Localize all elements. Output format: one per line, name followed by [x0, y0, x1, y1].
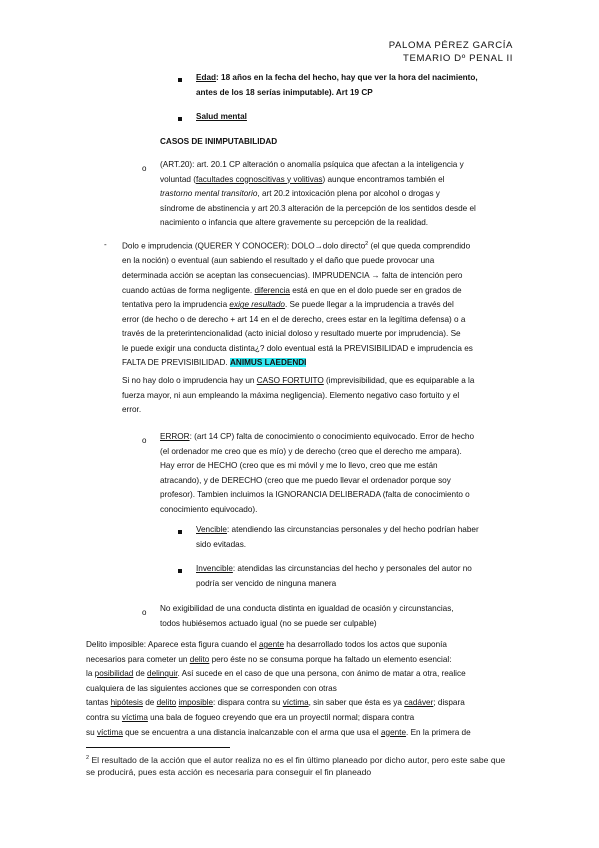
art20-line-3b: , art 20.2 intoxicación plena por alcohol o drogas y	[257, 189, 440, 199]
error-line-4: atracando), y de DERECHO (creo que me puedo llevar el ordenador porque soy	[160, 475, 451, 485]
invencible-line-2: podría ser vencido de ninguna manera	[196, 578, 337, 588]
imposible-line-2b: pero éste no se consuma porque ha faltado un elemento esencial:	[209, 654, 452, 664]
imposible-line-1a: Delito imposible: Aparece esta figura cuando el	[86, 640, 259, 649]
casos-title: CASOS DE INIMPUTABILIDAD	[160, 137, 278, 146]
edad-label: Edad	[196, 73, 217, 82]
imposible-line-3a: la	[86, 669, 95, 679]
dolo-line-7: través de la preterintencionalidad (acto inicial doloso y resultado muerte por imprudencia). Se	[122, 329, 461, 339]
delinquir-link: delinquir	[147, 669, 178, 679]
error-line-1b: : (art 14 CP) falta de conocimiento o conocimiento equivocado. Error de hecho	[189, 432, 475, 441]
error-label: ERROR	[160, 432, 190, 441]
dash-bullet-icon: -	[104, 240, 107, 249]
footnote-ref: 2	[365, 241, 369, 247]
imposible-line-5f: ; dispara	[433, 698, 465, 708]
art20-line-2b: ) aunque encontramos también el	[322, 174, 445, 184]
footnote-number: 2	[86, 755, 90, 761]
hipotesis-link: hipótesis	[110, 698, 143, 708]
dolo-line-8: le puede exigir una conducta distinta¿? dolo eventual está la PREVISIBILIDAD e imprudencia es	[122, 343, 473, 353]
edad-line-1: : 18 años en la fecha del hecho, hay que ver la hora del nacimiento,	[216, 73, 478, 82]
error-line-2: (el ordenador me creo que es mío) y de derecho (creo que el derecho me ampara).	[160, 446, 462, 456]
error-line-5: profesor). Tambien incluimos la IGNORANCIA DELIBERADA (falta de conocimiento o	[160, 490, 470, 500]
art20-trastorno: trastorno mental transitorio	[160, 189, 258, 199]
posibilidad-link: posibilidad	[94, 669, 134, 679]
victima-link: víctima	[282, 698, 309, 708]
dolo-line-9a: FALTA DE PREVISIBILIDAD.	[122, 358, 230, 368]
invencible-paragraph	[196, 562, 518, 591]
page-header	[389, 39, 513, 65]
cadaver-link: cadáver	[404, 698, 434, 708]
imposible-line-5a: tantas	[86, 698, 111, 708]
edad-line-2: antes de los 18 serías inimputable). Art 19 CP	[196, 87, 373, 97]
imposible-line-1b: ha desarrollado todos los actos que suponía	[284, 640, 447, 649]
imposible-line-5b: de	[142, 698, 157, 708]
vencible-paragraph	[196, 523, 518, 552]
footnote-text: El resultado de la acción que el autor realiza no es el fin último planeado por dicho autor, pero este sabe que se producirá, pues esta acción es necesaria para conseguir el fin planeado	[86, 754, 506, 778]
error-paragraph	[160, 430, 518, 518]
fortuito-line-1b: (imprevisibilidad, que es equiparable a la	[323, 376, 475, 385]
dolo-line-1a: Dolo e imprudencia (QUERER Y CONOCER): DOLO→dolo directo	[122, 241, 366, 251]
invencible-label: Invencible	[196, 564, 233, 573]
square-bullet-icon	[178, 569, 182, 573]
fortuito-line-2: fuerza mayor, ni aun empleando la máxima negligencia). Elemento negativo caso fortuito y el	[122, 390, 460, 400]
dolo-line-5b: . Se puede llegar a la imprudencia a través del	[284, 300, 454, 310]
salud-paragraph	[196, 110, 247, 125]
dolo-line-6: error (de hecho o de derecho + art 14 en el de derecho, crees estar en la legítima defensa) o a	[122, 314, 466, 324]
square-bullet-icon	[178, 530, 182, 534]
agente-link: agente	[258, 640, 284, 649]
dolo-diferencia: diferencia	[254, 285, 290, 295]
salud-label: Salud mental	[196, 112, 247, 121]
imposible-line-6a: contra su	[86, 712, 122, 722]
agente-link: agente	[380, 727, 407, 737]
dolo-line-4b: está en que en el dolo puede ser en grados de	[289, 285, 462, 295]
victima-link: víctima	[96, 727, 123, 737]
imposible-line-6b: una bala de fogueo creyendo que era un proyectil normal; dispara contra	[147, 712, 415, 722]
invencible-line-1b: : atendidas las circunstancias del hecho y personales del autor no	[232, 564, 472, 573]
animus-laedendi-highlight: ANIMUS LAEDENDI	[230, 358, 307, 368]
imposible-line-2a: necesarios para cometer un	[86, 654, 190, 664]
art20-facultades: facultades cognoscitivas y volitivas	[195, 174, 323, 184]
art20-line-2a: voluntad (	[160, 174, 196, 184]
circle-bullet-icon: o	[142, 164, 147, 173]
edad-paragraph	[196, 71, 516, 100]
header-subject: TEMARIO Dº PENAL II	[403, 53, 513, 64]
dolo-line-4a: cuando actúas de forma negligente.	[122, 285, 255, 295]
error-line-6: conocimiento equivocado).	[160, 504, 258, 514]
dolo-paragraph	[122, 237, 518, 371]
fortuito-line-3: error.	[122, 405, 142, 415]
dolo-exige-resultado: exige resultado	[229, 300, 285, 310]
imposible-line-5e: , sin saber que ésta es ya	[308, 698, 405, 708]
dolo-line-1b: (el que queda comprendido	[368, 241, 471, 251]
square-bullet-icon	[178, 78, 182, 82]
delito-link: delito	[156, 698, 177, 708]
noexig-line-2: todos hubiésemos actuado igual (no se puede ser culpable)	[160, 618, 377, 628]
square-bullet-icon	[178, 117, 182, 121]
circle-bullet-icon: o	[142, 608, 147, 617]
vencible-line-1b: : atendiendo las circunstancias personales y del hecho podrían haber	[226, 525, 479, 534]
error-line-3: Hay error de HECHO (creo que es mi móvil y me lo llevo, creo que me están	[160, 461, 438, 471]
imposible-paragraph	[86, 638, 520, 740]
circle-bullet-icon: o	[142, 436, 147, 445]
header-author: PALOMA PÉREZ GARCÍA	[388, 40, 513, 51]
imposible-line-3b: de	[133, 669, 148, 679]
delito-link: delito	[189, 654, 210, 664]
art20-line-1: (ART.20): art. 20.1 CP alteración o anomalía psíquica que afectan a la inteligencia y	[160, 160, 464, 169]
imposible-line-7a: su	[86, 727, 97, 737]
imposible-line-5d: : dispara contra su	[213, 698, 283, 708]
dolo-line-5a: tentativa pero la imprudencia	[122, 300, 230, 310]
art20-line-5: nacimiento o infancia que altere gravemente su percepción de la realidad.	[160, 218, 429, 228]
victima-link: víctima	[121, 712, 148, 722]
imposible-line-7b: que se encuentra a una distancia inalcanzable con el arma que usa el	[122, 727, 381, 737]
footnote-divider	[86, 747, 230, 748]
imposible-line-4: cualquiera de las siguientes acciones que se corresponden con otras	[86, 683, 337, 693]
vencible-label: Vencible	[196, 525, 227, 534]
art20-line-4: síndrome de abstinencia y art 20.3 alteración de la percepción de los sentidos desde el	[160, 203, 476, 213]
footnote	[86, 752, 516, 779]
noexig-paragraph	[160, 602, 518, 631]
fortuito-line-1a: Si no hay dolo o imprudencia hay un	[122, 376, 257, 385]
caso-fortuito: CASO FORTUITO	[256, 376, 324, 385]
fortuito-paragraph	[122, 374, 518, 418]
noexig-line-1: No exigibilidad de una conducta distinta en igualdad de ocasión y circunstancias,	[160, 604, 454, 613]
imposible-line-7c: . En la primera de	[406, 727, 471, 737]
art20-paragraph	[160, 158, 520, 231]
dolo-line-2: en la noción) o eventual (aun sabiendo el resultado y el daño que puede provocar una	[122, 256, 435, 266]
imposible-link: imposible	[178, 698, 214, 708]
imposible-line-3c: . Así sucede en el caso de que una persona, con ánimo de matar a otra, realice	[177, 669, 466, 679]
vencible-line-2: sido evitadas.	[196, 539, 247, 549]
dolo-line-3: determinada acción se aceptan las consecuencias). IMPRUDENCIA → falta de intención pero	[122, 270, 463, 280]
